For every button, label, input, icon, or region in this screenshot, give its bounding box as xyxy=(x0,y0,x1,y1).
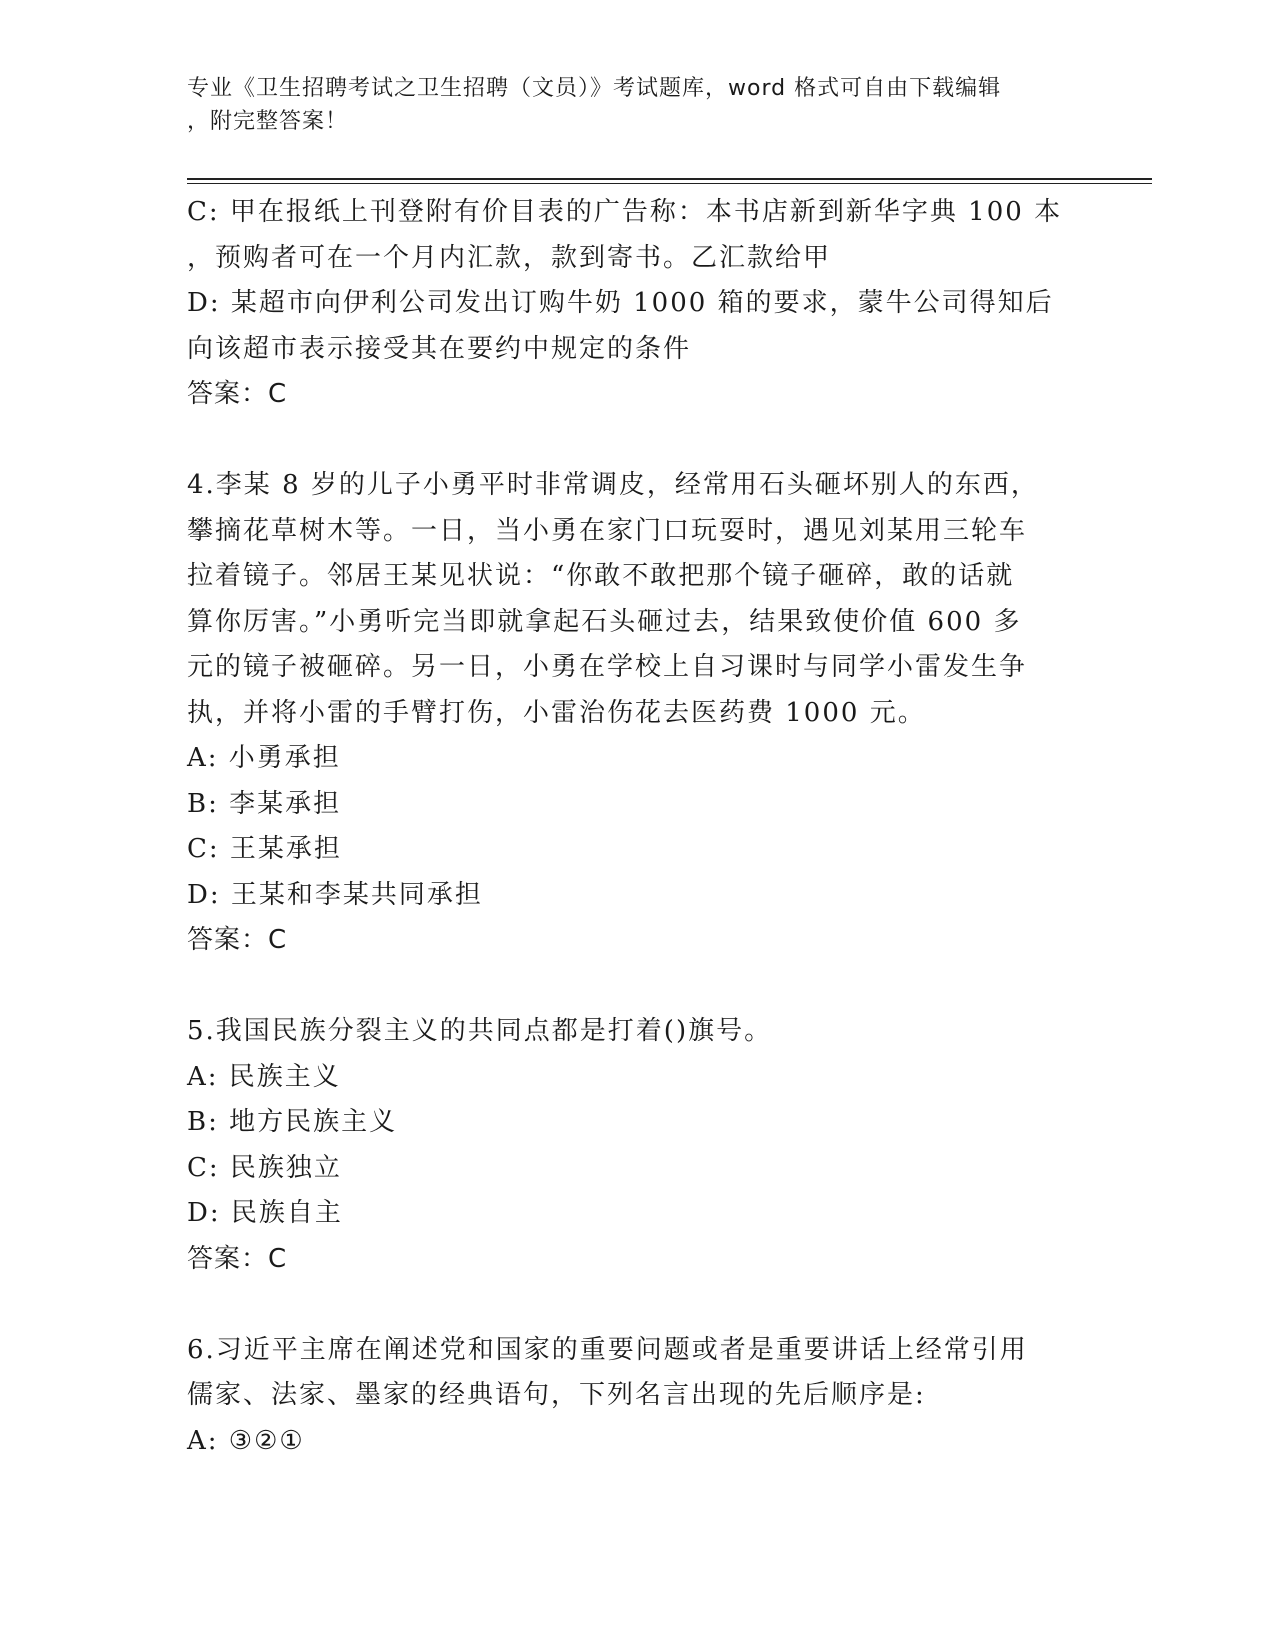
q5-answer: 答案：C xyxy=(187,1243,288,1274)
option-c-line-2: ，预购者可在一个月内汇款，款到寄书。乙汇款给甲 xyxy=(187,242,832,273)
q4-line-2: 攀摘花草树木等。一日，当小勇在家门口玩耍时，遇见刘某用三轮车 xyxy=(187,515,1028,546)
q5-line-1: 5.我国民族分裂主义的共同点都是打着()旗号。 xyxy=(187,1016,773,1046)
q4-line-1: 4.李某 8 岁的儿子小勇平时非常调皮，经常用石头砸坏别人的东西， xyxy=(187,470,1039,500)
q4-option-d: D: 王某和李某共同承担 xyxy=(187,879,483,910)
option-c-line-1: C: 甲在报纸上刊登附有价目表的广告称：本书店新到新华字典 100 本 xyxy=(187,197,1063,227)
spacer xyxy=(187,964,1067,1010)
spacer xyxy=(187,418,1067,464)
spacer xyxy=(187,1282,1067,1328)
option-d-line-2: 向该超市表示接受其在要约中规定的条件 xyxy=(187,333,692,364)
q6-line-2: 儒家、法家、墨家的经典语句，下列名言出现的先后顺序是: xyxy=(187,1380,926,1410)
q4-answer: 答案：C xyxy=(187,925,288,955)
q4-line-5: 元的镜子被砸碎。另一日，小勇在学校上自习课时与同学小雷发生争 xyxy=(187,652,1028,682)
q4-option-a: A: 小勇承担 xyxy=(187,743,341,773)
header-divider-thick xyxy=(187,178,1152,180)
q5-option-c: C: 民族独立 xyxy=(187,1152,342,1183)
q4-line-6: 执，并将小雷的手臂打伤，小雷治伤花去医药费 1000 元。 xyxy=(187,697,926,728)
q4-option-b: B: 李某承担 xyxy=(187,788,342,819)
header-line-1: 专业《卫生招聘考试之卫生招聘（文员）》考试题库，word 格式可自由下载编辑 xyxy=(187,76,1002,101)
q6-option-a: A: ③②① xyxy=(187,1425,305,1456)
q5-option-b: B: 地方民族主义 xyxy=(187,1107,398,1137)
q4-line-4: 算你厉害。”小勇听完当即就拿起石头砸过去，结果致使价值 600 多 xyxy=(187,606,1022,637)
answer-prev: 答案：C xyxy=(187,379,288,409)
q5-option-a: A: 民族主义 xyxy=(187,1061,341,1092)
option-d-line-1: D: 某超市向伊利公司发出订购牛奶 1000 箱的要求，蒙牛公司得知后 xyxy=(187,288,1054,318)
q6-line-1: 6.习近平主席在阐述党和国家的重要问题或者是重要讲话上经常引用 xyxy=(187,1334,1028,1365)
page-header xyxy=(187,72,1087,138)
header-divider-thin xyxy=(187,183,1152,184)
header-line-2: ，附完整答案！ xyxy=(187,109,349,134)
q4-option-c: C: 王某承担 xyxy=(187,834,342,864)
q4-line-3: 拉着镜子。邻居王某见状说：“你敢不敢把那个镜子砸碎，敢的话就 xyxy=(187,561,1015,591)
q5-option-d: D: 民族自主 xyxy=(187,1198,343,1228)
document-body xyxy=(187,190,1067,1464)
